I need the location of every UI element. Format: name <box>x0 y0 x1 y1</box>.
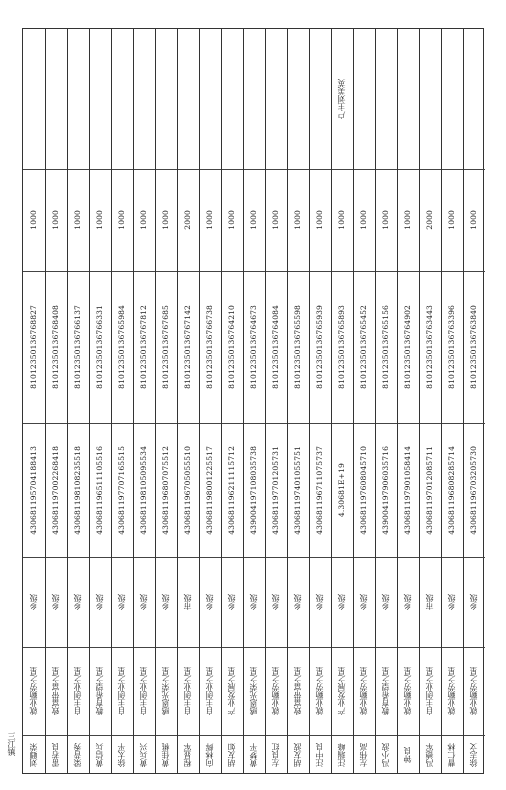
row-divider <box>133 29 134 773</box>
cell-amount: 1000 <box>359 210 368 230</box>
cell-name: 汪瑞峰 <box>337 743 346 767</box>
cell-amount: 2000 <box>183 210 192 230</box>
cell-id: 430681196511105516 <box>95 445 104 535</box>
cell-amount: 1000 <box>403 210 412 230</box>
cell-id: 430681195704188413 <box>29 445 38 535</box>
row-divider <box>397 29 398 773</box>
cell-amount: 1000 <box>381 210 390 230</box>
cell-award: 自主创业之星 <box>117 667 126 715</box>
cell-account: 81012350136765452 <box>359 305 368 389</box>
cell-amount: 1000 <box>447 210 456 230</box>
cell-amount: 1000 <box>29 210 38 230</box>
cell-id: 430681196807075512 <box>161 445 170 535</box>
row-divider <box>243 29 244 773</box>
cell-id: 430681196703205730 <box>469 445 478 535</box>
cell-account: 81012350136768408 <box>51 305 60 389</box>
row-divider <box>199 29 200 773</box>
field-divider <box>23 169 485 170</box>
cell-name: 钟良 <box>403 747 412 763</box>
row-divider <box>375 29 376 773</box>
field-divider <box>23 423 485 424</box>
cell-id: 430681197012085711 <box>425 445 434 535</box>
cell-award: 自主创业之星 <box>139 667 148 715</box>
cell-award: 自主创业之星 <box>205 667 214 715</box>
cell-amount: 1000 <box>293 210 302 230</box>
cell-award: 就业勤劳之星 <box>315 667 324 715</box>
cell-award: 自主创业之星 <box>73 667 82 715</box>
cell-award: 自主创业之星 <box>425 667 434 715</box>
cell-name: 黄兵兴 <box>139 743 148 767</box>
town-label: 三江镇 <box>7 732 16 756</box>
cell-award: 教育希望之星 <box>381 667 390 715</box>
cell-name: 刘卿荣 <box>29 743 38 767</box>
cell-name: 黄信兵 <box>95 743 104 767</box>
cell-award: 就业勤劳之星 <box>447 667 456 715</box>
cell-award: 就业勤劳之星 <box>403 667 412 715</box>
cell-level: 乡级 <box>315 594 324 610</box>
cell-account: 81012350136765939 <box>315 305 324 389</box>
cell-award: 产业发展之星 <box>337 667 346 715</box>
cell-name: 黄梦平 <box>249 743 258 767</box>
row-divider <box>155 29 156 773</box>
cell-amount: 1000 <box>95 210 104 230</box>
cell-level: 乡级 <box>51 594 60 610</box>
cell-amount: 1000 <box>139 210 148 230</box>
cell-amount: 2000 <box>425 210 434 230</box>
cell-award: 感恩光荣之星 <box>249 667 258 715</box>
row-divider <box>177 29 178 773</box>
cell-id: 430681196705055510 <box>183 445 192 535</box>
cell-account: 81012350136763396 <box>447 305 456 389</box>
cell-account: 81012350136765984 <box>117 305 126 389</box>
row-divider <box>353 29 354 773</box>
cell-amount: 1000 <box>249 210 258 230</box>
cell-level: 乡级 <box>95 594 104 610</box>
cell-award: 就业勤劳之星 <box>29 667 38 715</box>
cell-id: 430681198108235518 <box>73 445 82 535</box>
cell-level: 乡级 <box>381 594 390 610</box>
cell-id: 439004197906035716 <box>381 445 390 535</box>
cell-level: 乡级 <box>447 594 456 610</box>
field-divider <box>23 647 485 648</box>
cell-account: 81012350136764902 <box>403 305 412 389</box>
row-divider <box>111 29 112 773</box>
cell-id: 430681197707165515 <box>117 445 126 535</box>
cell-level: 市级 <box>183 594 192 610</box>
cell-award: 产业发展之星 <box>227 667 236 715</box>
cell-amount: 1000 <box>271 210 280 230</box>
award-table <box>22 28 484 774</box>
cell-level: 乡级 <box>271 594 280 610</box>
cell-account: 81012350136767142 <box>183 305 192 389</box>
cell-level: 乡级 <box>337 594 346 610</box>
cell-name: 曹仁林 <box>447 743 456 767</box>
cell-account: 81012350136768827 <box>29 305 38 389</box>
cell-name: 冯小波 <box>381 743 390 767</box>
cell-account: 81012350136764084 <box>271 305 280 389</box>
cell-amount: 1000 <box>73 210 82 230</box>
cell-level: 市级 <box>425 594 434 610</box>
cell-name: 梁昔秀 <box>73 743 82 767</box>
cell-id: 430681196211115712 <box>227 445 236 535</box>
cell-id: 430681196711075737 <box>315 445 324 535</box>
cell-name: 胡友如 <box>227 743 236 767</box>
field-divider <box>23 735 485 736</box>
cell-account: 81012350136765598 <box>293 305 302 389</box>
cell-award: 就业勤劳之星 <box>271 667 280 715</box>
row-divider <box>309 29 310 773</box>
cell-amount: 1000 <box>161 210 170 230</box>
cell-level: 乡级 <box>293 594 302 610</box>
cell-amount: 1000 <box>315 210 324 230</box>
cell-level: 乡级 <box>161 594 170 610</box>
cell-amount: 1000 <box>205 210 214 230</box>
field-divider <box>23 271 485 272</box>
cell-name: 冯德军 <box>425 743 434 767</box>
cell-level: 乡级 <box>29 594 38 610</box>
cell-level: 乡级 <box>205 594 214 610</box>
cell-award: 致富带富之星 <box>51 667 60 715</box>
cell-id: 430681197002268418 <box>51 445 60 535</box>
cell-name: 胡友波 <box>293 743 302 767</box>
row-divider <box>463 29 464 773</box>
cell-id: 430681197401055751 <box>293 445 302 535</box>
cell-account: 81012350136766738 <box>205 305 214 389</box>
cell-name: 黄佳桃 <box>161 743 170 767</box>
cell-name: 徐志文 <box>469 743 478 767</box>
cell-id: 430681198001225517 <box>205 445 214 535</box>
row-divider <box>221 29 222 773</box>
row-divider <box>67 29 68 773</box>
row-divider <box>441 29 442 773</box>
cell-id: 430681196808285714 <box>447 445 456 535</box>
cell-account: 81012350136767685 <box>161 305 170 389</box>
cell-level: 乡级 <box>249 594 258 610</box>
cell-id: 430681197608045710 <box>359 445 368 535</box>
row-divider <box>45 29 46 773</box>
row-divider <box>419 29 420 773</box>
cell-account: 81012350136765893 <box>337 305 346 389</box>
cell-name: 雷若良 <box>51 743 60 767</box>
cell-account: 81012350136763443 <box>425 305 434 389</box>
cell-amount: 1000 <box>227 210 236 230</box>
cell-account: 81012350136764210 <box>227 305 236 389</box>
cell-award: 感恩光荣之星 <box>161 667 170 715</box>
cell-note: 户主刘美英 <box>337 79 346 119</box>
cell-account: 81012350136764673 <box>249 305 258 389</box>
cell-name: 左良红 <box>271 743 280 767</box>
cell-name: 程显军 <box>183 743 192 767</box>
cell-amount: 1000 <box>117 210 126 230</box>
cell-amount: 1000 <box>337 210 346 230</box>
cell-level: 乡级 <box>359 594 368 610</box>
cell-level: 乡级 <box>469 594 478 610</box>
cell-name: 左伟高 <box>359 743 368 767</box>
cell-account: 81012350136767812 <box>139 305 148 389</box>
cell-name: 徐太平 <box>117 743 126 767</box>
field-divider <box>23 557 485 558</box>
row-divider <box>89 29 90 773</box>
cell-level: 乡级 <box>117 594 126 610</box>
cell-account: 81012350136766331 <box>95 305 104 389</box>
row-divider <box>331 29 332 773</box>
cell-name: 汪中良 <box>315 743 324 767</box>
row-divider <box>287 29 288 773</box>
cell-id: 4.30681E+19 <box>337 462 346 518</box>
cell-account: 81012350136766137 <box>73 305 82 389</box>
cell-id: 430681198105095534 <box>139 445 148 535</box>
cell-id: 430681197901058414 <box>403 445 412 535</box>
cell-name: 向林辉 <box>205 743 214 767</box>
cell-level: 乡级 <box>403 594 412 610</box>
row-divider <box>265 29 266 773</box>
cell-award: 就业勤劳之星 <box>469 667 478 715</box>
cell-award: 自主创业之星 <box>183 667 192 715</box>
cell-award: 就业勤劳之星 <box>359 667 368 715</box>
cell-level: 乡级 <box>227 594 236 610</box>
cell-level: 乡级 <box>139 594 148 610</box>
cell-award: 教育希望之星 <box>95 667 104 715</box>
cell-amount: 1000 <box>469 210 478 230</box>
cell-id: 430681197701205731 <box>271 445 280 535</box>
cell-award: 致富带富之星 <box>293 667 302 715</box>
cell-level: 乡级 <box>73 594 82 610</box>
cell-account: 81012350136765156 <box>381 305 390 389</box>
cell-id: 439004197108035738 <box>249 445 258 535</box>
cell-account: 81012350136763840 <box>469 305 478 389</box>
cell-amount: 1000 <box>51 210 60 230</box>
